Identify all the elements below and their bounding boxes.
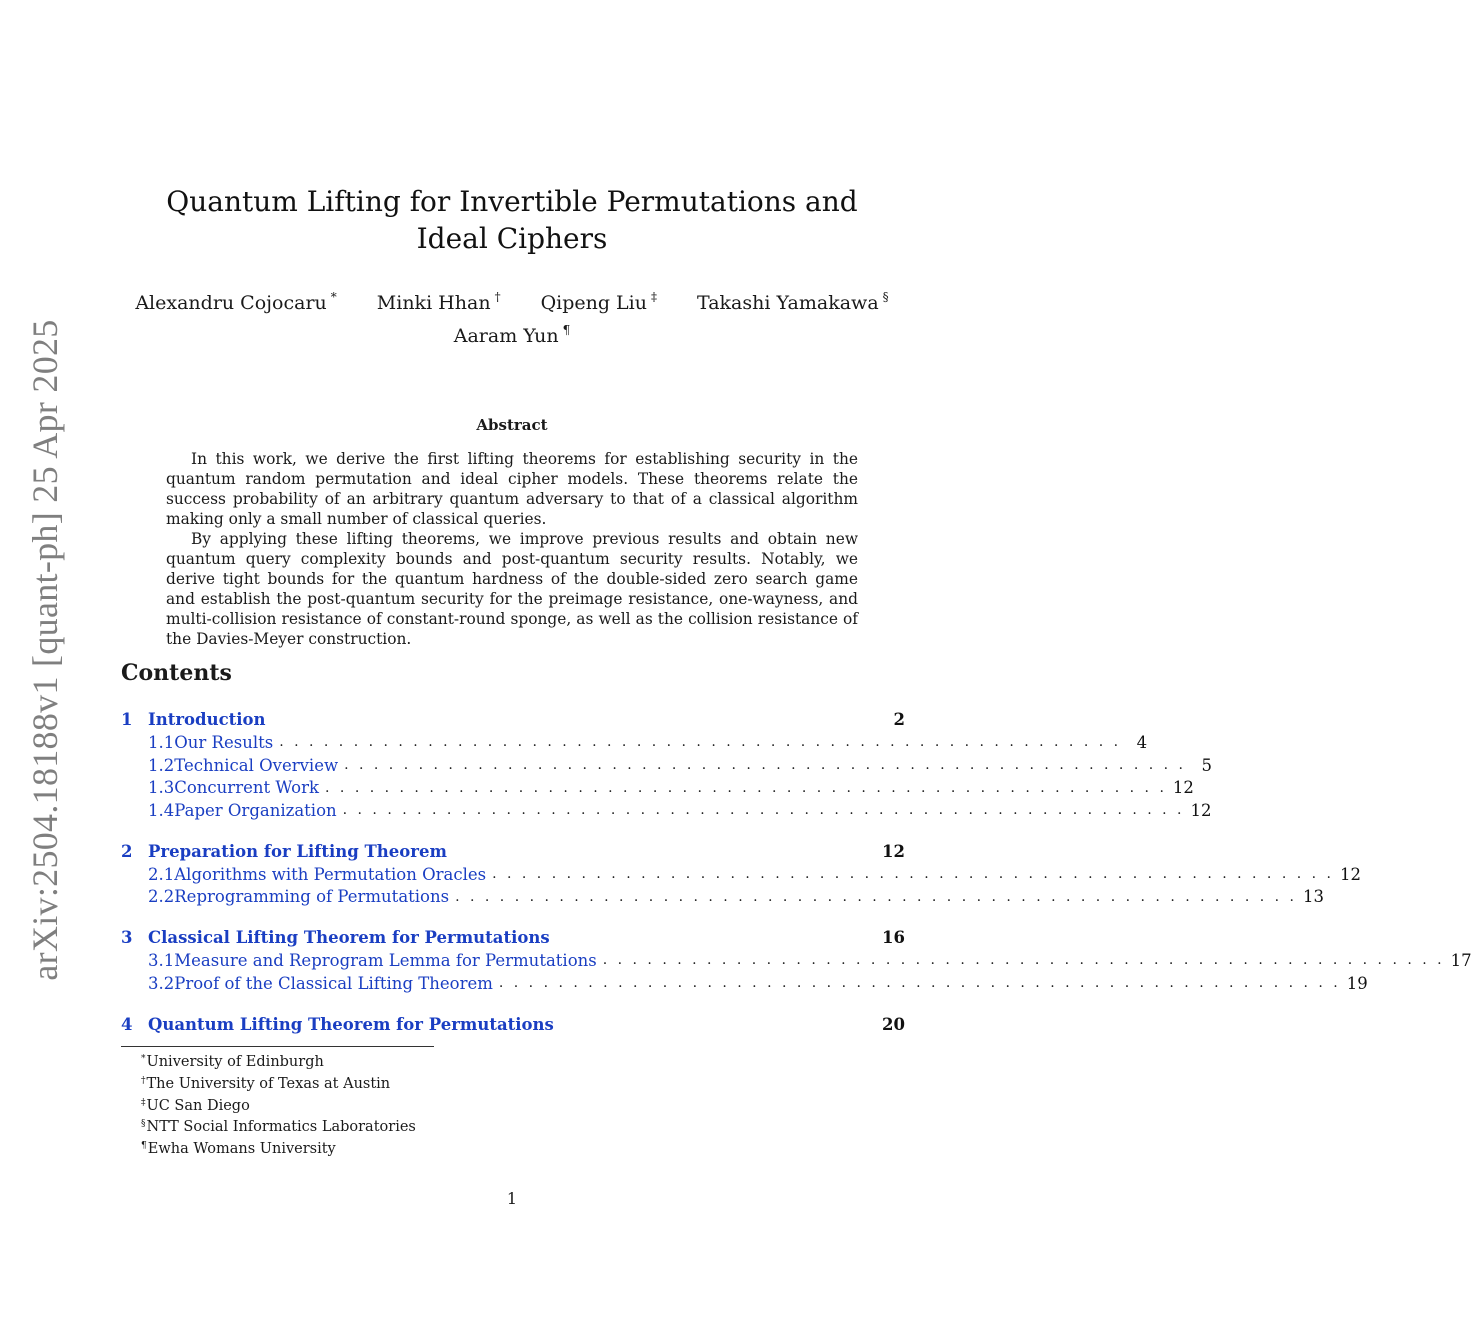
abstract-heading: Abstract (476, 416, 548, 434)
footnote-divider (121, 1046, 434, 1047)
author: Alexandru Cojocaru * (135, 290, 337, 314)
footnotes (141, 1050, 416, 1159)
toc-subsection-technical-overview[interactable]: 1.2 Technical Overview . . . . . . . . . . . . . . . . . . . . . . . . . . . . . . . . . . . . . . . . . . . . . . . . . . . . . . . . . 5 (148, 755, 1212, 775)
toc-leader: . . . . . . . . . . . . . . . . . . . . . . . . . . . . . . . . . . . . . . . . . . . . . . . . . . . . . . . . . (602, 952, 1445, 969)
toc-section-classical-lifting[interactable]: 3 Classical Lifting Theorem for Permutations 16 (121, 928, 905, 948)
author: Takashi Yamakawa § (697, 290, 889, 314)
toc-leader: . . . . . . . . . . . . . . . . . . . . . . . . . . . . . . . . . . . . . . . . . . . . . . . . . . . . . . . . . (455, 888, 1297, 905)
toc-leader: . . . . . . . . . . . . . . . . . . . . . . . . . . . . . . . . . . . . . . . . . . . . . . . . . . . . . . . . . (498, 975, 1341, 992)
author: Qipeng Liu ‡ (540, 290, 657, 314)
author: Aaram Yun ¶ (453, 323, 571, 347)
toc-leader: . . . . . . . . . . . . . . . . . . . . . . . . . . . . . . . . . . . . . . . . . . . . . . . . . . . . . . . . . (279, 734, 1122, 751)
footnote: *University of Edinburgh (141, 1054, 324, 1070)
author-list (0, 290, 1024, 347)
toc-leader: . . . . . . . . . . . . . . . . . . . . . . . . . . . . . . . . . . . . . . . . . . . . . . . . . . . . . . . . . (344, 757, 1186, 774)
toc-section-preparation[interactable]: 2 Preparation for Lifting Theorem 12 (121, 841, 905, 861)
toc-subsection-proof-classical-lifting[interactable]: 3.2 Proof of the Classical Lifting Theorem . . . . . . . . . . . . . . . . . . . . . . . . . . . . . . . . . . . . . . . . . . . . . . . . . . . . . . . . . 19 (148, 973, 1368, 993)
table-of-contents (121, 708, 1472, 1036)
footnote: †The University of Texas at Austin (141, 1075, 391, 1092)
footnote: §NTT Social Informatics Laboratories (141, 1119, 416, 1136)
toc-section-introduction[interactable]: 1 Introduction 2 (121, 710, 905, 729)
abstract-paragraph: In this work, we derive the first lifting theorems for establishing security in the quantum random permutation and ideal cipher models. These theorems relate the success probability of an arbitrary quantum adversary to that of a classical algorithm making only a small number of classical queries. (166, 450, 858, 528)
contents-heading: Contents (121, 660, 232, 686)
toc-leader: . . . . . . . . . . . . . . . . . . . . . . . . . . . . . . . . . . . . . . . . . . . . . . . . . . . . . . . . . (492, 866, 1334, 883)
toc-subsection-paper-organization[interactable]: 1.4 Paper Organization . . . . . . . . . . . . . . . . . . . . . . . . . . . . . . . . . . . . . . . . . . . . . . . . . . . . . . . . . 12 (148, 800, 1212, 820)
footnote: ¶Ewha Womans University (141, 1141, 336, 1158)
page-number: 1 (506, 1189, 518, 1208)
toc-subsection-our-results[interactable]: 1.1 Our Results . . . . . . . . . . . . . . . . . . . . . . . . . . . . . . . . . . . . . . . . . . . . . . . . . . . . . . . . . 4 (148, 732, 1148, 752)
toc-subsection-measure-reprogram-lemma[interactable]: 3.1 Measure and Reprogram Lemma for Permutations . . . . . . . . . . . . . . . . . . . . . . . . . . . . . . . . . . . . . . . . . . . . . . . . . . . . . . . . . 17 (148, 950, 1472, 970)
abstract-body (166, 449, 858, 649)
toc-section-quantum-lifting[interactable]: 4 Quantum Lifting Theorem for Permutations 20 (121, 1014, 905, 1034)
toc-leader: . . . . . . . . . . . . . . . . . . . . . . . . . . . . . . . . . . . . . . . . . . . . . . . . . . . . . . . . . (325, 779, 1167, 796)
toc-subsection-concurrent-work[interactable]: 1.3 Concurrent Work . . . . . . . . . . . . . . . . . . . . . . . . . . . . . . . . . . . . . . . . . . . . . . . . . . . . . . . . . 12 (148, 778, 1194, 798)
toc-subsection-reprogramming-permutations[interactable]: 2.2 Reprogramming of Permutations . . . . . . . . . . . . . . . . . . . . . . . . . . . . . . . . . . . . . . . . . . . . . . . . . . . . . . . . . 13 (148, 887, 1324, 907)
toc-subsection-algorithms-permutation-oracles[interactable]: 2.1 Algorithms with Permutation Oracles . . . . . . . . . . . . . . . . . . . . . . . . . . . . . . . . . . . . . . . . . . . . . . . . . . . . . . . . . 12 (148, 864, 1361, 884)
toc-leader: . . . . . . . . . . . . . . . . . . . . . . . . . . . . . . . . . . . . . . . . . . . . . . . . . . . . . . . . . (342, 802, 1185, 819)
footnote: ‡UC San Diego (141, 1097, 250, 1114)
arxiv-identifier-stamp: arXiv:2504.18188v1 [quant-ph] 25 Apr 2025 (25, 319, 65, 981)
author: Minki Hhan † (376, 290, 501, 314)
abstract-paragraph: By applying these lifting theorems, we improve previous results and obtain new quantum query complexity bounds and post-quantum security results. Notably, we derive tight bounds for the quantum hardness of the double-sided zero search game and establish the post-quantum security for the preimage resistance, one-wayness, and multi-collision resistance of constant-round sponge, as well as the collision resistance of the Davies-Meyer construction. (166, 530, 858, 648)
paper-title: Quantum Lifting for Invertible Permutations and Ideal Ciphers (166, 185, 858, 255)
